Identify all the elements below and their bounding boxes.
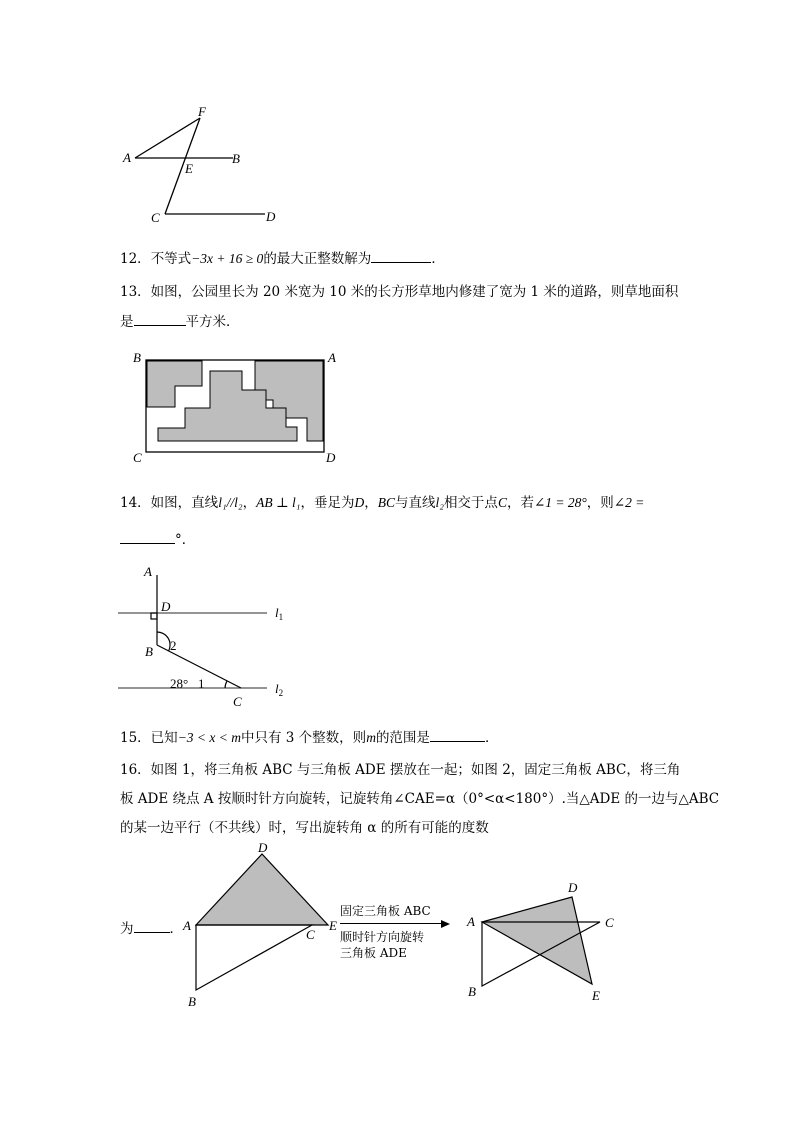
question-16-line1: 16．如图 1，将三角板 ABC 与三角板 ADE 摆放在一起；如图 2，固定三角板 ABC，将三角 (120, 762, 681, 778)
transition-arrow (340, 920, 455, 928)
label-A: A (328, 350, 336, 365)
label-D: D (326, 450, 336, 465)
label-E: E (592, 988, 600, 1003)
answer-blank-12[interactable] (371, 248, 431, 263)
question-12: 12．不等式−3x + 16 ≥ 0的最大正整数解为 ． (120, 248, 445, 269)
label-A: A (144, 564, 152, 579)
label-E: E (185, 161, 193, 176)
question-16-line3: 的某一边平行（不共线）时，写出旋转角 α 的所有可能的度数 (120, 820, 489, 836)
label-A: A (183, 918, 191, 933)
triangle-ADE (196, 854, 328, 925)
caption-line2: 顺时针方向旋转 (340, 930, 425, 944)
transition-caption (340, 904, 455, 961)
caption-line3: 三角板 ADE (340, 946, 407, 960)
figure-q13 (130, 348, 345, 466)
label-C: C (133, 450, 142, 465)
label-A: A (123, 150, 131, 165)
question-13-line2: 是 平方米． (120, 311, 240, 332)
question-14-line2: °． (120, 529, 195, 550)
label-D: D (161, 599, 171, 614)
q12-expression: −3x + 16 ≥ 0 (191, 251, 264, 266)
label-F: F (198, 104, 206, 119)
label-C: C (306, 927, 315, 942)
answer-blank-14[interactable] (120, 529, 175, 544)
answer-blank-15[interactable] (430, 727, 485, 742)
label-A: A (467, 914, 475, 929)
label-D: D (266, 209, 276, 224)
label-B: B (188, 994, 196, 1009)
question-15: 15．已知−3 < x < m中只有 3 个整数，则m的范围是 ． (120, 727, 498, 748)
label-E: E (329, 918, 337, 933)
label-l1: $l_1$ (275, 605, 284, 622)
question-13-line1: 13．如图，公园里长为 20 米宽为 10 米的长方形草地内修建了宽为 1 米的道路，则草地面积 (120, 284, 679, 300)
question-16-line2: 板 ADE 绕点 A 按顺时针方向旋转，记旋转角∠CAE=α（0°<α<180°）.当△ADE 的一边与△ABC (120, 791, 720, 807)
label-C: C (605, 915, 614, 930)
label-B: B (232, 151, 240, 166)
question-16-answer: 为 ． (120, 918, 183, 939)
answer-blank-13[interactable] (134, 311, 186, 326)
angle-1-label: 1 (198, 676, 205, 691)
label-B: B (145, 644, 153, 659)
label-D: D (258, 840, 268, 855)
triangle-ADE-rotated (482, 897, 592, 984)
caption-line1: 固定三角板 ABC (340, 904, 431, 918)
angle-2-label: 2 (170, 638, 177, 653)
angle-value-label: 28° (170, 676, 189, 691)
label-B: B (133, 350, 141, 365)
label-l2: $l_2$ (275, 681, 284, 698)
answer-blank-16[interactable] (134, 918, 170, 933)
figure-q11 (115, 100, 290, 230)
label-C: C (151, 210, 160, 225)
label-B: B (468, 984, 476, 999)
triangle-ABC (196, 925, 312, 990)
figure-q16-left (178, 840, 338, 1012)
figure-q14 (115, 560, 300, 710)
label-C: C (233, 694, 242, 709)
question-14-line1: 14．如图，直线l₁//l₂，AB ⊥ l₁，垂足为D，BC与直线l₂相交于点C，若∠1 = 28°，则∠2 = (120, 495, 645, 511)
label-D: D (568, 880, 578, 895)
figure-q16-right (462, 876, 622, 1006)
